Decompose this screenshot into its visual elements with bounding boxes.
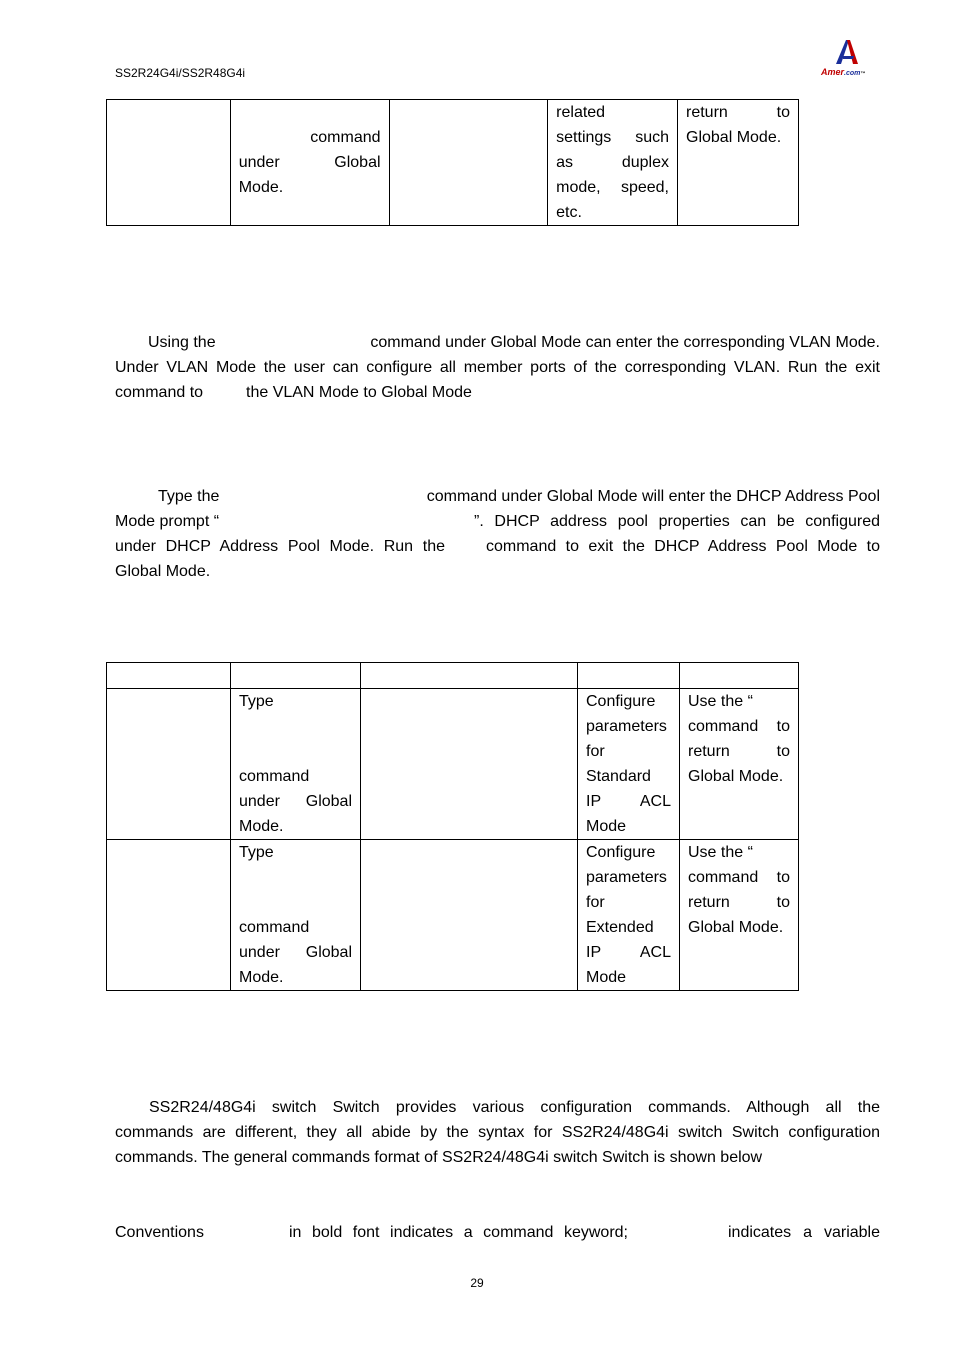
table-cell <box>389 100 548 226</box>
table-header-row <box>107 663 799 689</box>
table-row <box>107 689 799 840</box>
page-number: 29 <box>470 1276 484 1290</box>
table-cell: Use the “ command to return to Global Mode. <box>680 840 799 991</box>
table-cell <box>361 840 578 991</box>
table-header-cell <box>361 663 578 689</box>
table-cell: Configure parameters for Extended IP ACL Mode <box>578 840 680 991</box>
acl-mode-table <box>106 662 799 991</box>
table-cell <box>107 100 231 226</box>
table-cell: Type command under Global Mode. <box>231 840 361 991</box>
table-cell: Configure parameters for Standard IP ACL Mode <box>578 689 680 840</box>
triangle-logo-icon <box>818 36 880 68</box>
table-header-cell <box>578 663 680 689</box>
syntax-paragraph: SS2R24/48G4i switch Switch provides various configuration commands. Although all the commands are different, they all abide by the syntax for SS2R24/48G4i switch Switch configuration commands. The general commands format of SS2R24/48G4i switch Switch is shown below <box>115 1099 880 1166</box>
table-cell <box>361 689 578 840</box>
document-header-title: SS2R24G4i/SS2R48G4i <box>115 66 246 80</box>
table-cell: Use the “ command to return to Global Mode. <box>680 689 799 840</box>
table-cell: related settings such as duplex mode, speed, etc. <box>548 100 678 226</box>
table-header-cell <box>680 663 799 689</box>
conventions-paragraph: Conventions in bold font indicates a command keyword; indicates a variable <box>115 1224 880 1241</box>
dhcp-mode-paragraph: Type the command under Global Mode will enter the DHCP Address Pool Mode prompt “ ”. DHCP address pool properties can be configured under DHCP Address Pool Mode. Run the command to exit the DHCP Address Pool Mode to Global Mode. <box>115 488 880 580</box>
vlan-mode-paragraph: Using the command under Global Mode can enter the corresponding VLAN Mode. Under VLAN Mode the user can configure all member ports of the corresponding VLAN. Run the exit command to the VLAN Mode to Global Mode <box>115 334 880 401</box>
table-cell: Type command under Global Mode. <box>231 689 361 840</box>
table-cell: command under Global Mode. <box>230 100 389 226</box>
logo-text: Amer.com™ <box>821 67 866 77</box>
table-header-cell <box>231 663 361 689</box>
mode-table-continued <box>106 99 799 226</box>
company-logo <box>818 36 880 82</box>
table-header-cell <box>107 663 231 689</box>
table-cell: return to Global Mode. <box>678 100 799 226</box>
table-cell <box>107 689 231 840</box>
table-cell <box>107 840 231 991</box>
table-row <box>107 840 799 991</box>
